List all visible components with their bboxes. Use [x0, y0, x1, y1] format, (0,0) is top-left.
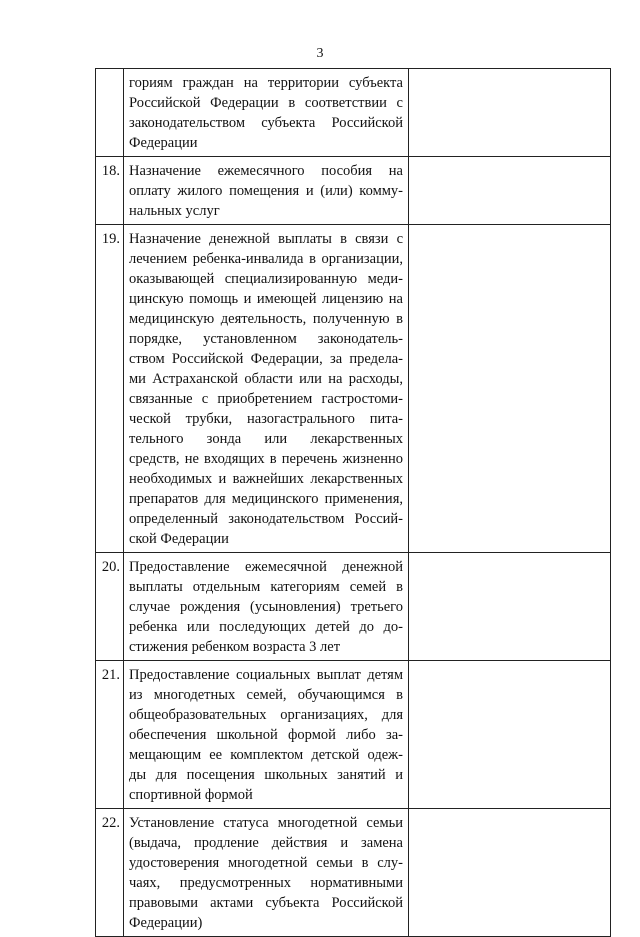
description-line: из многодетных семей, обучающимся в: [129, 687, 403, 703]
description-line: оплату жилого помещения и (или) комму-: [129, 183, 403, 199]
table-row: [96, 69, 611, 157]
description-line: ством Российской Федерации, за предела-: [129, 351, 403, 367]
service-description: [124, 157, 409, 225]
service-description: [124, 225, 409, 553]
description-line: Федерации: [129, 135, 198, 151]
row-number: 22.: [96, 809, 124, 937]
description-line: выплаты отдельным категориям семей в: [129, 579, 403, 595]
description-line: ми Астраханской области или на расходы,: [129, 371, 403, 387]
row-number: 21.: [96, 661, 124, 809]
description-line: Назначение денежной выплаты в связи с: [129, 231, 403, 247]
description-line: Российской Федерации в соответствии с: [129, 95, 403, 111]
description-line: ской Федерации: [129, 531, 229, 547]
description-line: законодательством субъекта Российской: [129, 115, 403, 131]
service-description: [124, 69, 409, 157]
description-line: правовыми актами субъекта Российской: [129, 895, 403, 911]
row-number: 18.: [96, 157, 124, 225]
description-line: препаратов для медицинского применения,: [129, 491, 403, 507]
description-line: гориям граждан на территории субъекта: [129, 75, 403, 91]
description-line: тельного зонда или лекарственных: [129, 431, 403, 447]
empty-cell: [409, 553, 611, 661]
description-line: Предоставление социальных выплат детям: [129, 667, 403, 683]
description-line: общеобразовательных организациях, для: [129, 707, 403, 723]
description-line: медицинскую деятельность, полученную в: [129, 311, 403, 327]
description-line: удостоверения многодетной семьи в слу-: [129, 855, 403, 871]
description-line: Назначение ежемесячного пособия на: [129, 163, 403, 179]
description-line: Предоставление ежемесячной денежной: [129, 559, 403, 575]
empty-cell: [409, 225, 611, 553]
services-table: [95, 68, 611, 937]
description-line: цинскую помощь и имеющей лицензию на: [129, 291, 403, 307]
description-line: спортивной формой: [129, 787, 253, 803]
service-description: [124, 661, 409, 809]
empty-cell: [409, 157, 611, 225]
service-description: [124, 809, 409, 937]
table-row: [96, 157, 611, 225]
description-line: ды для посещения школьных занятий и: [129, 767, 403, 783]
description-line: Федерации): [129, 915, 203, 931]
description-line: средств, не входящих в перечень жизненно: [129, 451, 403, 467]
description-line: связанные с приобретением гастростоми-: [129, 391, 403, 407]
description-line: случае рождения (усыновления) третьего: [129, 599, 403, 615]
table-body: [96, 69, 611, 937]
table-row: [96, 553, 611, 661]
description-line: Установление статуса многодетной семьи: [129, 815, 403, 831]
description-line: лечением ребенка-инвалида в организации,: [129, 251, 403, 267]
table-row: [96, 225, 611, 553]
description-line: чаях, предусмотренных нормативными: [129, 875, 403, 891]
description-line: ребенка или последующих детей до до-: [129, 619, 403, 635]
row-number: 19.: [96, 225, 124, 553]
description-line: (выдача, продление действия и замена: [129, 835, 403, 851]
empty-cell: [409, 661, 611, 809]
description-line: нальных услуг: [129, 203, 220, 219]
row-number: [96, 69, 124, 157]
description-line: определенный законодательством Россий-: [129, 511, 403, 527]
empty-cell: [409, 69, 611, 157]
empty-cell: [409, 809, 611, 937]
description-line: необходимых и важнейших лекарственных: [129, 471, 403, 487]
description-line: обеспечения школьной формой либо за-: [129, 727, 403, 743]
description-line: оказывающей специализированную меди-: [129, 271, 403, 287]
service-description: [124, 553, 409, 661]
description-line: порядке, установленном законодатель-: [129, 331, 403, 347]
description-line: стижения ребенком возраста 3 лет: [129, 639, 341, 655]
page-number: 3: [316, 46, 324, 61]
table-row: [96, 809, 611, 937]
row-number: 20.: [96, 553, 124, 661]
table-row: [96, 661, 611, 809]
description-line: мещающим ее комплектом детской одеж-: [129, 747, 403, 763]
description-line: ческой трубки, назогастрального пита-: [129, 411, 403, 427]
